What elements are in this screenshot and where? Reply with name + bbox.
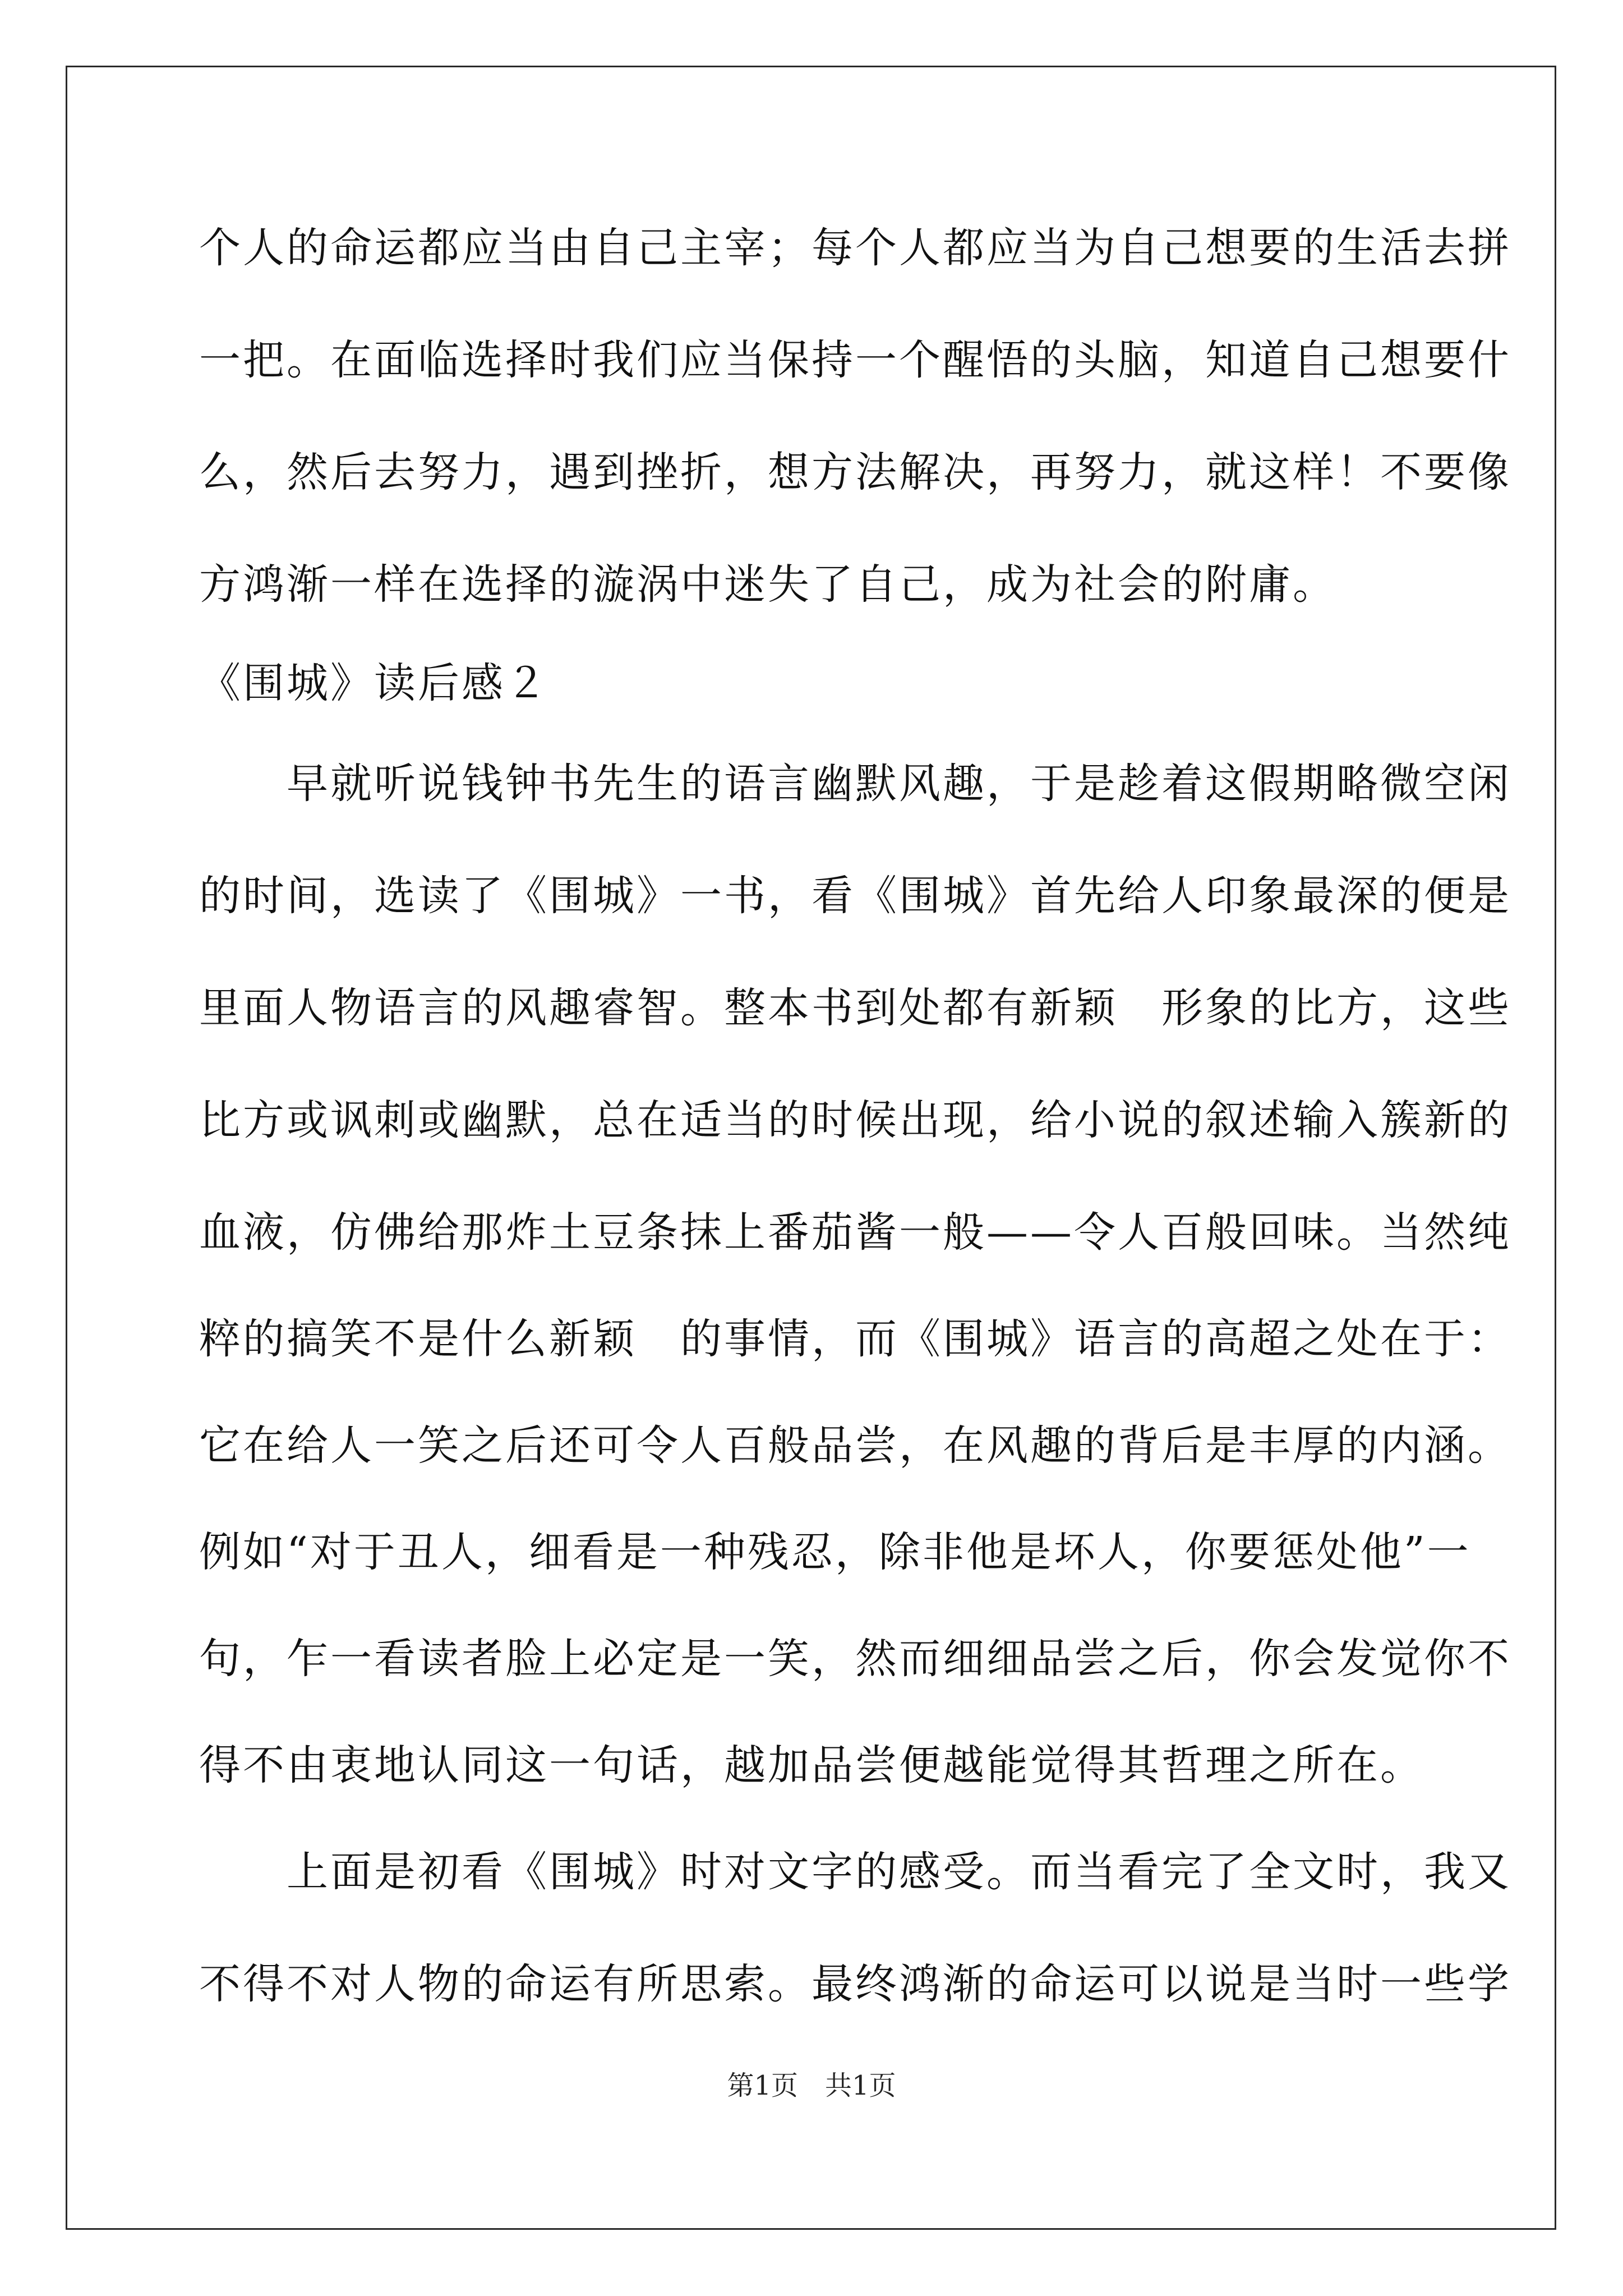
text-line: 比方或讽刺或幽默，总在适当的时候出现，给小说的叙述输入簇新的 <box>199 1096 1511 1144</box>
section-heading: 《围城》读后感２ <box>199 659 549 707</box>
text-line: 句，乍一看读者脸上必定是一笑，然而细细品尝之后，你会发觉你不 <box>199 1635 1511 1683</box>
text-line: 得不由衷地认同这一句话，越加品尝便越能觉得其哲理之所在。 <box>199 1741 1424 1789</box>
text-line: 里面人物语言的风趣睿智。整本书到处都有新颖 形象的比方，这些 <box>199 984 1511 1032</box>
text-line: 的时间，选读了《围城》一书，看《围城》首先给人印象最深的便是 <box>199 872 1511 920</box>
text-line: 不得不对人物的命运有所思索。最终鸿渐的命运可以说是当时一些学 <box>199 1960 1511 2008</box>
text-line: 个人的命运都应当由自己主宰；每个人都应当为自己想要的生活去拼 <box>199 224 1511 272</box>
text-line: 一把。在面临选择时我们应当保持一个醒悟的头脑，知道自己想要什 <box>199 336 1511 384</box>
text-line: 粹的搞笑不是什么新颖 的事情，而《围城》语言的高超之处在于： <box>199 1315 1511 1363</box>
text-line: 例如“对于丑人，细看是一种残忍，除非他是坏人，你要惩处他”一 <box>199 1528 1471 1576</box>
text-line: 么，然后去努力，遇到挫折，想方法解决，再努力，就这样！不要像 <box>199 448 1511 496</box>
text-line: 上面是初看《围城》时对文字的感受。而当看完了全文时，我又 <box>199 1848 1511 1896</box>
text-line: 血液，仿佛给那炸土豆条抹上番茄酱一般——令人百般回味。当然纯 <box>199 1208 1511 1257</box>
text-line: 早就听说钱钟书先生的语言幽默风趣，于是趁着这假期略微空闲 <box>199 760 1511 808</box>
page-number: 第1页 共1页 <box>727 2070 896 2101</box>
text-line: 方鸿渐一样在选择的漩涡中迷失了自己，成为社会的附庸。 <box>199 560 1336 609</box>
text-line: 它在给人一笑之后还可令人百般品尝，在风趣的背后是丰厚的内涵。 <box>199 1421 1511 1470</box>
